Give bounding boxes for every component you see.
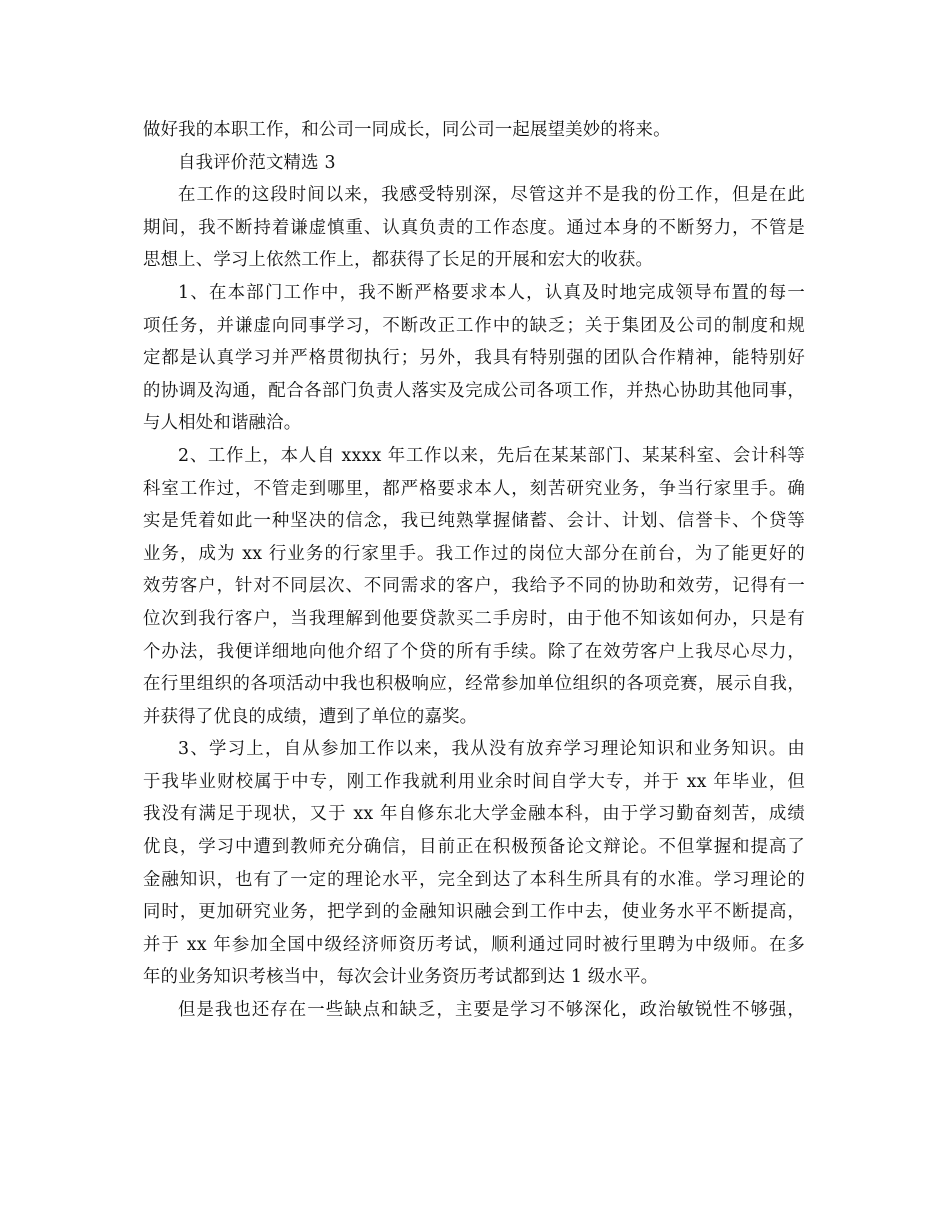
text-line: 业务，成为 xx 行业务的行家里手。我工作过的岗位大部分在前台，为了能更好的 [143, 543, 805, 564]
document-body [143, 114, 805, 1027]
text-line: 效劳客户，针对不同层次、不同需求的客户，我给予不同的协助和效劳，记得有一 [143, 576, 805, 597]
text-line: 于我毕业财校属于中专，刚工作我就利用业余时间自学大专，并于 xx 年毕业，但 [143, 771, 805, 792]
text-line: 的协调及沟通，配合各部门负责人落实及完成公司各项工作，并热心协助其他同事， [143, 380, 805, 401]
text-line: 1、在本部门工作中，我不断严格要求本人，认真及时地完成领导布置的每一 [178, 282, 805, 303]
text-line: 实是凭着如此一种坚决的信念，我已纯熟掌握储蓄、会计、计划、信誉卡、个贷等 [143, 511, 805, 532]
text-line: 位次到我行客户，当我理解到他要贷款买二手房时，由于他不知该如何办，只是有 [143, 608, 805, 629]
text-line: 定都是认真学习并严格贯彻执行；另外，我具有特别强的团队合作精神，能特别好 [143, 348, 805, 369]
text-line: 并获得了优良的成绩，遭到了单位的嘉奖。 [143, 706, 478, 727]
text-line: 在行里组织的各项活动中我也积极响应，经常参加单位组织的各项竞赛，展示自我， [143, 674, 805, 695]
text-line: 思想上、学习上依然工作上，都获得了长足的开展和宏大的收获。 [143, 250, 654, 271]
text-line: 2、工作上，本人自 xxxx 年工作以来，先后在某某部门、某某科室、会计科等 [178, 445, 805, 466]
text-line: 与人相处和谐融洽。 [143, 413, 302, 434]
text-line: 年的业务知识考核当中，每次会计业务资历考试都到达 1 级水平。 [143, 967, 659, 988]
text-line: 但是我也还存在一些缺点和缺乏，主要是学习不够深化，政治敏锐性不够强， [178, 1000, 805, 1021]
text-line: 项任务，并谦虚向同事学习，不断改正工作中的缺乏；关于集团及公司的制度和规 [143, 315, 805, 336]
text-line: 并于 xx 年参加全国中级经济师资历考试，顺利通过同时被行里聘为中级师。在多 [143, 934, 805, 955]
text-line: 我没有满足于现状，又于 xx 年自修东北大学金融本科，由于学习勤奋刻苦，成绩 [143, 804, 805, 825]
text-line: 优良，学习中遭到教师充分确信，目前正在积极预备论文辩论。不但掌握和提高了 [143, 837, 805, 858]
text-line: 做好我的本职工作，和公司一同成长，同公司一起展望美妙的将来。 [143, 120, 671, 140]
section-heading: 自我评价范文精选 3 [178, 152, 336, 173]
text-line: 科室工作过，不管走到哪里，都严格要求本人，刻苦研究业务，争当行家里手。确 [143, 478, 805, 499]
text-line: 金融知识，也有了一定的理论水平，完全到达了本科生所具有的水准。学习理论的 [143, 869, 805, 890]
text-line: 期间，我不断持着谦虚慎重、认真负责的工作态度。通过本身的不断努力，不管是 [143, 217, 805, 238]
text-line: 个办法，我便详细地向他介绍了个贷的所有手续。除了在效劳客户上我尽心尽力， [143, 641, 805, 662]
text-line: 同时，更加研究业务，把学到的金融知识融会到工作中去，使业务水平不断提高， [143, 902, 805, 923]
text-line: 在工作的这段时间以来，我感受特别深，尽管这并不是我的份工作，但是在此 [178, 185, 805, 206]
text-line: 3、学习上，自从参加工作以来，我从没有放弃学习理论知识和业务知识。由 [178, 739, 805, 760]
